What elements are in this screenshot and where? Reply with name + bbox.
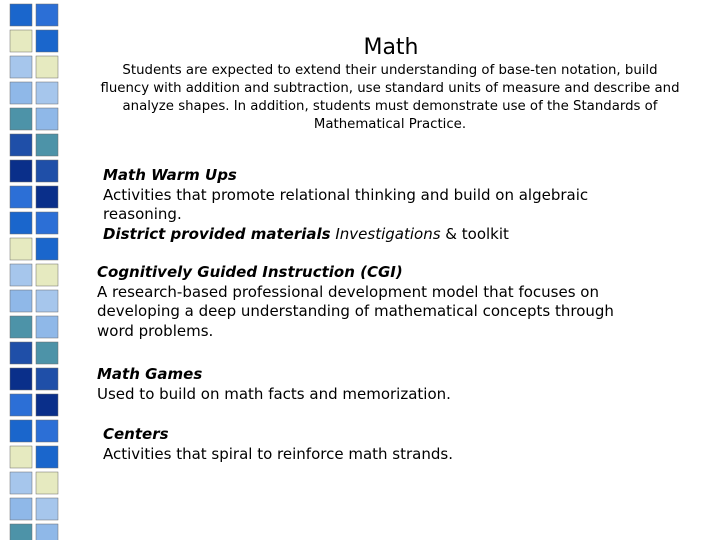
math-games-heading: Math Games: [97, 365, 203, 383]
stripe-tile: [10, 524, 32, 540]
intro-paragraph: Students are expected to extend their understanding of base-ten notation, build fluency with addition and subtraction, use standard units of measure and describe and analyze shapes. In addition, students must demonstrate use of the Standards of Mathematical Practice.: [100, 63, 680, 132]
section-warm-ups: [103, 166, 623, 244]
stripe-tile: [36, 524, 58, 540]
stripe-tile: [36, 316, 58, 338]
section-math-games: [97, 365, 637, 404]
stripe-tile: [10, 342, 32, 364]
stripe-tile: [36, 212, 58, 234]
cgi-description: A research-based professional development model that focuses on developing a deep understanding of mathematical concepts through word problems.: [97, 282, 614, 340]
stripe-tile: [10, 4, 32, 26]
stripe-tile: [10, 186, 32, 208]
decorative-stripe: [0, 0, 62, 540]
stripe-tile: [36, 186, 58, 208]
stripe-tile: [10, 420, 32, 442]
stripe-tile: [36, 160, 58, 182]
stripe-tile: [10, 108, 32, 130]
stripe-tile: [10, 446, 32, 468]
stripe-tile: [36, 4, 58, 26]
stripe-tile: [10, 134, 32, 156]
stripe-tile: [10, 368, 32, 390]
stripe-tile: [10, 82, 32, 104]
stripe-tile: [10, 472, 32, 494]
section-cgi: [97, 263, 637, 341]
stripe-tile: [10, 238, 32, 260]
centers-description: Activities that spiral to reinforce math strands.: [103, 444, 453, 463]
stripe-tile: [36, 368, 58, 390]
stripe-tile: [36, 134, 58, 156]
stripe-tile: [36, 472, 58, 494]
stripe-tile: [36, 238, 58, 260]
stripe-tile: [36, 264, 58, 286]
centers-heading: Centers: [103, 425, 169, 443]
stripe-tile: [36, 498, 58, 520]
stripe-tile: [36, 342, 58, 364]
page-title: Math: [363, 35, 419, 60]
stripe-tile: [10, 290, 32, 312]
stripe-tile: [36, 394, 58, 416]
stripe-tile: [36, 446, 58, 468]
warm-ups-description: Activities that promote relational thinking and build on algebraic reasoning.: [103, 185, 589, 223]
cgi-heading: Cognitively Guided Instruction (CGI): [97, 263, 403, 281]
stripe-tile: [10, 394, 32, 416]
stripe-tile: [10, 264, 32, 286]
stripe-tile: [36, 290, 58, 312]
stripe-tile: [10, 498, 32, 520]
math-games-description: Used to build on math facts and memorization.: [97, 384, 451, 403]
stripe-tile: [10, 316, 32, 338]
stripe-tile: [10, 160, 32, 182]
materials-rest: & toolkit: [440, 224, 509, 243]
stripe-tile: [36, 82, 58, 104]
materials-title: Investigations: [335, 224, 441, 243]
warm-ups-materials: [103, 225, 623, 245]
stripe-tile: [10, 212, 32, 234]
section-centers: [103, 425, 643, 464]
stripe-tile: [36, 420, 58, 442]
materials-label: District provided materials: [103, 224, 331, 243]
warm-ups-heading: Math Warm Ups: [103, 166, 237, 184]
stripe-tile: [36, 108, 58, 130]
